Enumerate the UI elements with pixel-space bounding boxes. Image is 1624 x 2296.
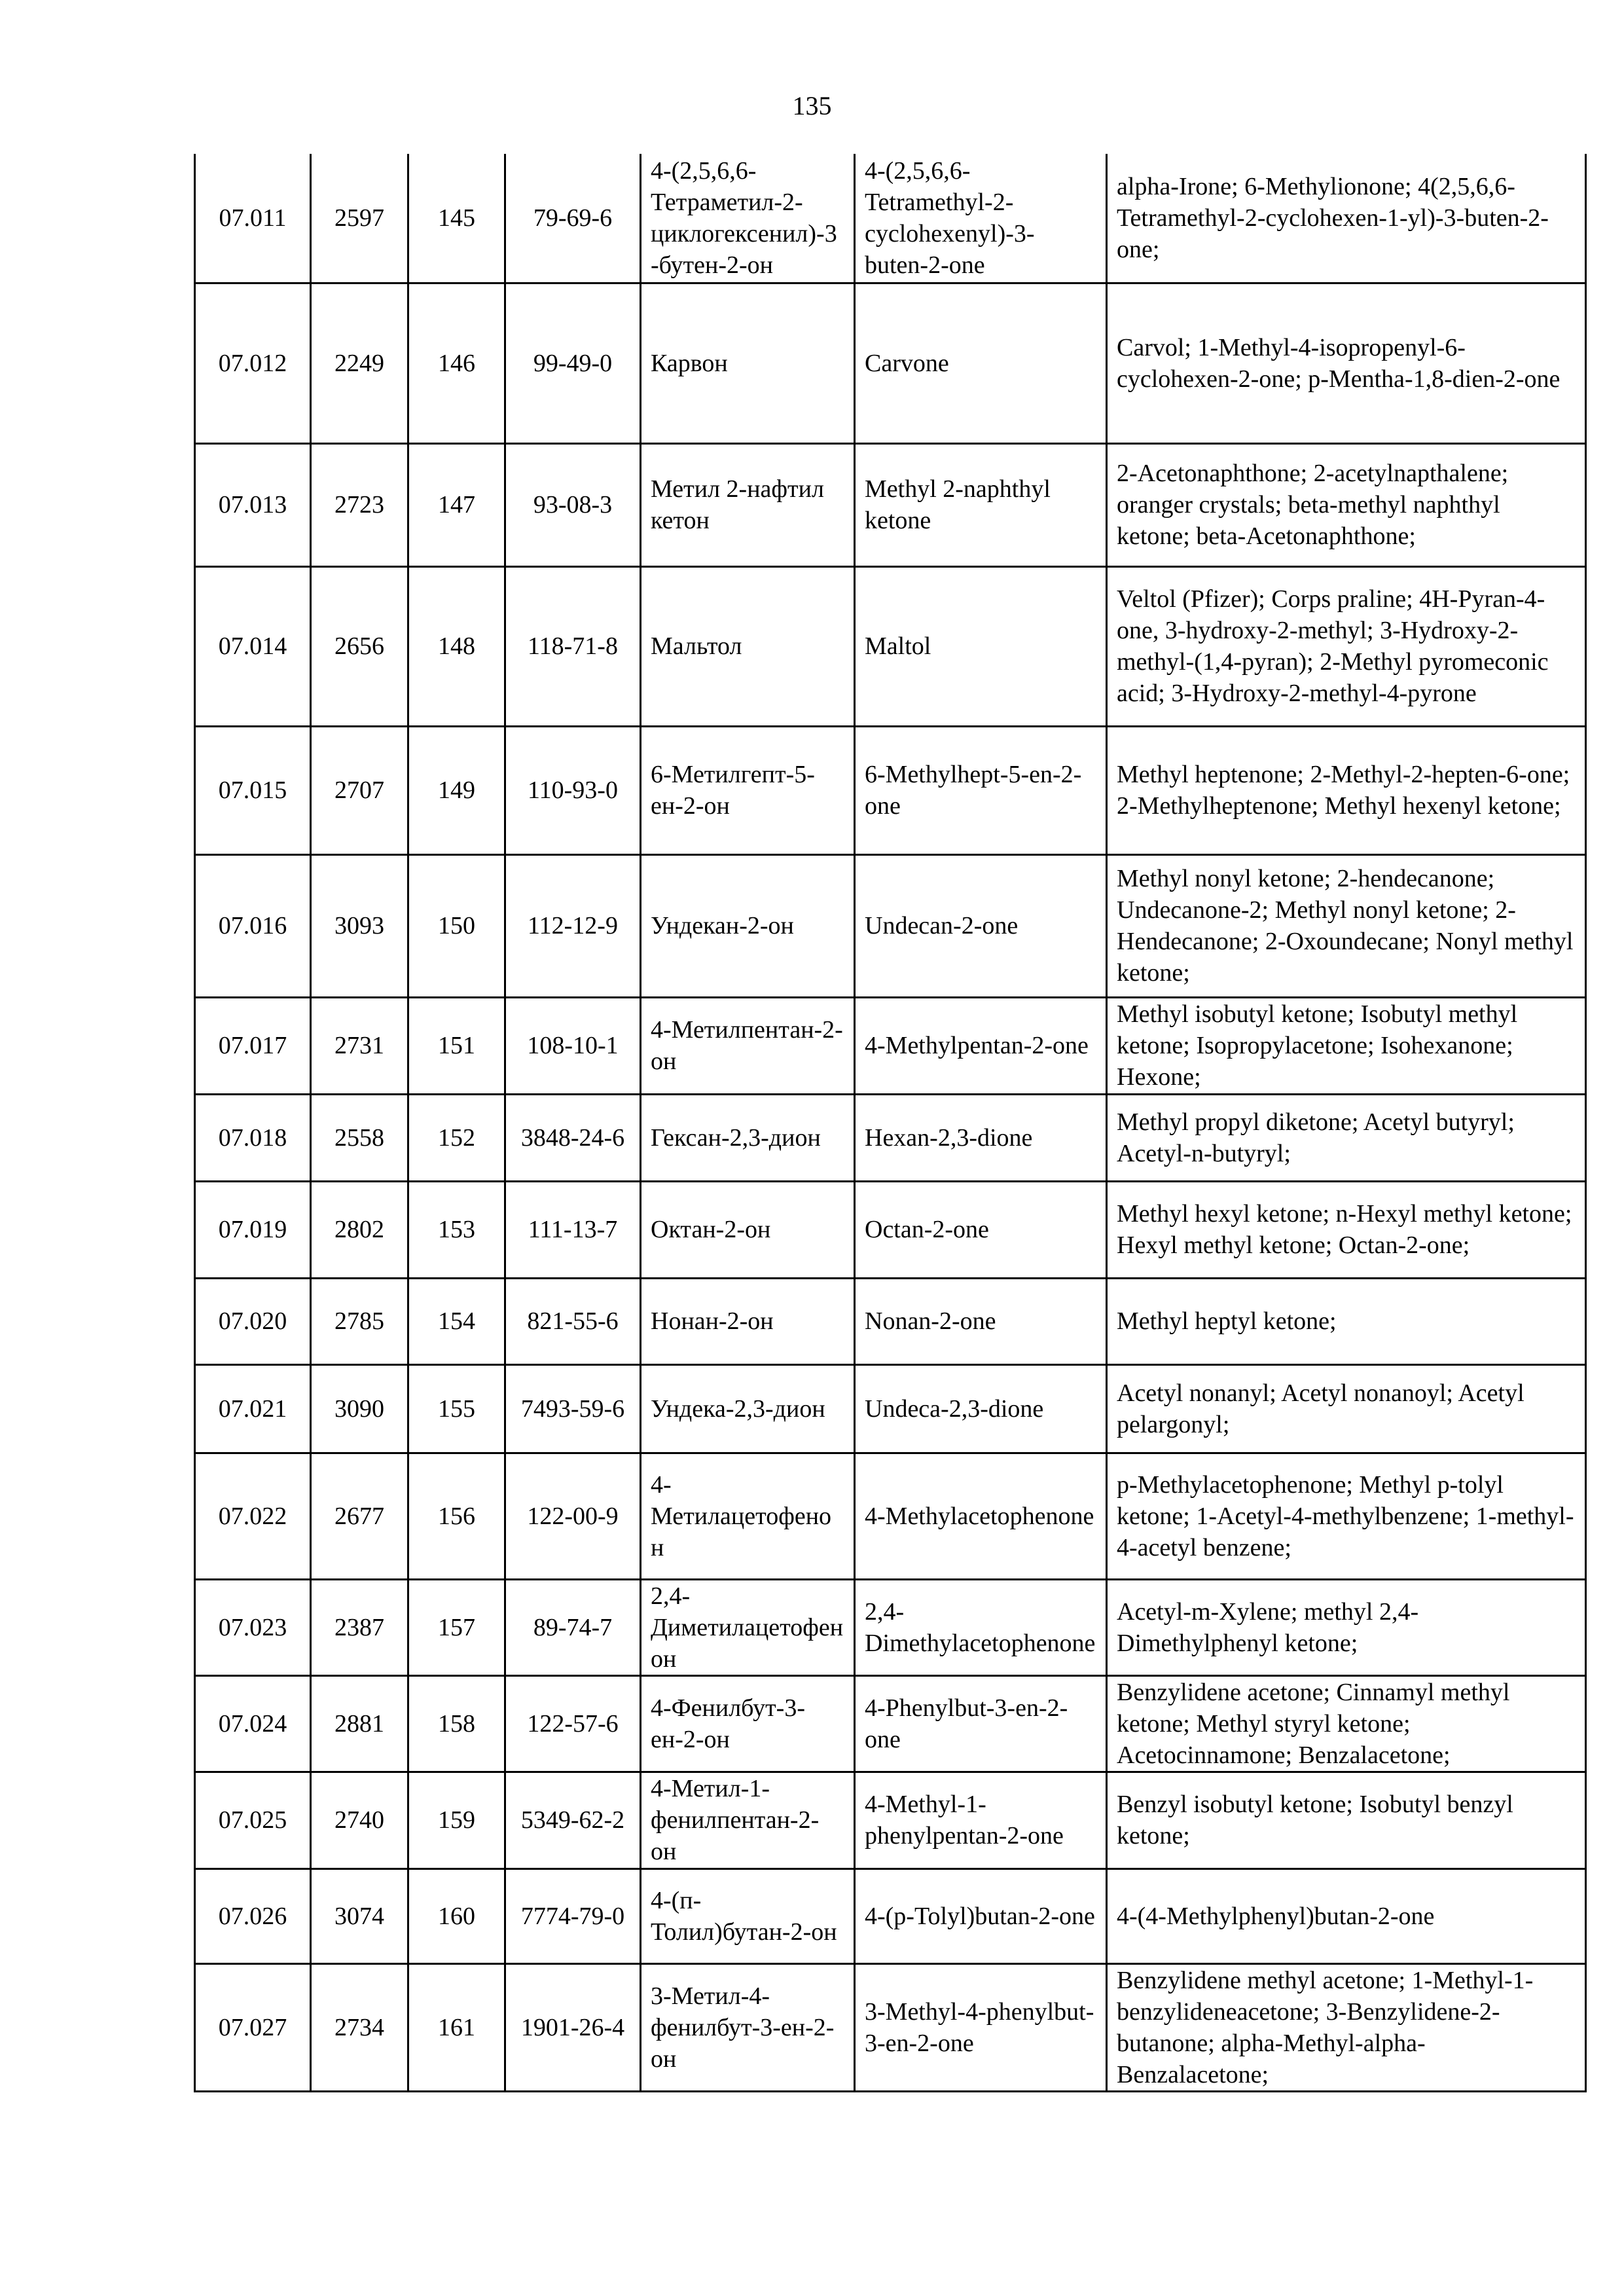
- fema-number-cell: 2802: [311, 1181, 408, 1278]
- synonyms-cell: alpha-Irone; 6-Methylionone; 4(2,5,6,6-Tetramethyl-2-cyclohexen-1-yl)-3-buten-2-one;: [1107, 154, 1586, 283]
- synonyms-cell: p-Methylacetophenone; Methyl p-tolyl ketone; 1-Acetyl-4-methylbenzene; 1-methyl-4-acetyl benzene;: [1107, 1453, 1586, 1579]
- fl-number-cell: 07.019: [195, 1181, 311, 1278]
- fl-number-cell: 07.025: [195, 1772, 311, 1868]
- english-name-cell: 6-Methylhept-5-en-2-one: [855, 726, 1107, 854]
- cas-number-cell: 5349-62-2: [505, 1772, 641, 1868]
- synonyms-cell: Benzyl isobutyl ketone; Isobutyl benzyl ketone;: [1107, 1772, 1586, 1868]
- synonyms-cell: Carvol; 1-Methyl-4-isopropenyl-6-cyclohexen-2-one; p-Mentha-1,8-dien-2-one: [1107, 283, 1586, 443]
- row-number-cell: 150: [408, 854, 505, 997]
- russian-name-cell: Гексан-2,3-дион: [641, 1094, 855, 1181]
- table-row: [195, 1868, 1586, 1963]
- russian-name-cell: Октан-2-он: [641, 1181, 855, 1278]
- russian-name-cell: Ундека-2,3-дион: [641, 1364, 855, 1453]
- russian-name-cell: Ундекан-2-он: [641, 854, 855, 997]
- russian-name-cell: Карвон: [641, 283, 855, 443]
- english-name-cell: 2,4-Dimethylacetophenone: [855, 1579, 1107, 1675]
- english-name-cell: Octan-2-one: [855, 1181, 1107, 1278]
- russian-name-cell: 4-Фенилбут-3-ен-2-он: [641, 1675, 855, 1772]
- synonyms-cell: Benzylidene methyl acetone; 1-Methyl-1-benzylideneacetone; 3-Benzylidene-2-butanone; alpha-Methyl-alpha-Benzalacetone;: [1107, 1963, 1586, 2091]
- fl-number-cell: 07.016: [195, 854, 311, 997]
- cas-number-cell: 108-10-1: [505, 997, 641, 1094]
- table-row: [195, 1453, 1586, 1579]
- fema-number-cell: 2249: [311, 283, 408, 443]
- cas-number-cell: 79-69-6: [505, 154, 641, 283]
- english-name-cell: Hexan-2,3-dione: [855, 1094, 1107, 1181]
- cas-number-cell: 1901-26-4: [505, 1963, 641, 2091]
- cas-number-cell: 122-57-6: [505, 1675, 641, 1772]
- cas-number-cell: 7493-59-6: [505, 1364, 641, 1453]
- synonyms-cell: Methyl heptenone; 2-Methyl-2-hepten-6-one; 2-Methylheptenone; Methyl hexenyl ketone;: [1107, 726, 1586, 854]
- fl-number-cell: 07.024: [195, 1675, 311, 1772]
- english-name-cell: 4-Methyl-1-phenylpentan-2-one: [855, 1772, 1107, 1868]
- row-number-cell: 157: [408, 1579, 505, 1675]
- english-name-cell: Carvone: [855, 283, 1107, 443]
- fema-number-cell: 2740: [311, 1772, 408, 1868]
- russian-name-cell: 2,4-Диметилацетофенон: [641, 1579, 855, 1675]
- fema-number-cell: 2734: [311, 1963, 408, 2091]
- synonyms-cell: Methyl propyl diketone; Acetyl butyryl; Acetyl-n-butyryl;: [1107, 1094, 1586, 1181]
- table-row: [195, 854, 1586, 997]
- fema-number-cell: 2881: [311, 1675, 408, 1772]
- row-number-cell: 155: [408, 1364, 505, 1453]
- synonyms-cell: Methyl hexyl ketone; n-Hexyl methyl ketone; Hexyl methyl ketone; Octan-2-one;: [1107, 1181, 1586, 1278]
- russian-name-cell: 4-Метилацетофенон: [641, 1453, 855, 1579]
- row-number-cell: 154: [408, 1278, 505, 1364]
- cas-number-cell: 122-00-9: [505, 1453, 641, 1579]
- table-row: [195, 1963, 1586, 2091]
- fema-number-cell: 3093: [311, 854, 408, 997]
- row-number-cell: 151: [408, 997, 505, 1094]
- flavouring-table: [194, 154, 1587, 2092]
- synonyms-cell: Methyl isobutyl ketone; Isobutyl methyl ketone; Isopropylacetone; Isohexanone; Hexone;: [1107, 997, 1586, 1094]
- table-row: [195, 1181, 1586, 1278]
- russian-name-cell: Метил 2-нафтил кетон: [641, 443, 855, 566]
- table-row: [195, 443, 1586, 566]
- fl-number-cell: 07.020: [195, 1278, 311, 1364]
- table-row: [195, 1278, 1586, 1364]
- synonyms-cell: 4-(4-Methylphenyl)butan-2-one: [1107, 1868, 1586, 1963]
- table-row: [195, 566, 1586, 726]
- row-number-cell: 145: [408, 154, 505, 283]
- synonyms-cell: Benzylidene acetone; Cinnamyl methyl ketone; Methyl styryl ketone; Acetocinnamone; Benzalacetone;: [1107, 1675, 1586, 1772]
- synonyms-cell: 2-Acetonaphthone; 2-acetylnapthalene; oranger crystals; beta-methyl naphthyl ketone; beta-Acetonaphthone;: [1107, 443, 1586, 566]
- fema-number-cell: 2731: [311, 997, 408, 1094]
- row-number-cell: 153: [408, 1181, 505, 1278]
- fl-number-cell: 07.015: [195, 726, 311, 854]
- table-row: [195, 726, 1586, 854]
- row-number-cell: 149: [408, 726, 505, 854]
- fema-number-cell: 2677: [311, 1453, 408, 1579]
- russian-name-cell: 4-(2,5,6,6-Тетраметил-2-циклогексенил)-3-бутен-2-он: [641, 154, 855, 283]
- row-number-cell: 156: [408, 1453, 505, 1579]
- russian-name-cell: Мальтол: [641, 566, 855, 726]
- fl-number-cell: 07.017: [195, 997, 311, 1094]
- table-row: [195, 1772, 1586, 1868]
- fl-number-cell: 07.018: [195, 1094, 311, 1181]
- english-name-cell: 3-Methyl-4-phenylbut-3-en-2-one: [855, 1963, 1107, 2091]
- cas-number-cell: 7774-79-0: [505, 1868, 641, 1963]
- row-number-cell: 147: [408, 443, 505, 566]
- english-name-cell: 4-(p-Tolyl)butan-2-one: [855, 1868, 1107, 1963]
- fl-number-cell: 07.014: [195, 566, 311, 726]
- russian-name-cell: Нонан-2-он: [641, 1278, 855, 1364]
- fema-number-cell: 2387: [311, 1579, 408, 1675]
- cas-number-cell: 111-13-7: [505, 1181, 641, 1278]
- english-name-cell: Nonan-2-one: [855, 1278, 1107, 1364]
- fema-number-cell: 2707: [311, 726, 408, 854]
- synonyms-cell: Acetyl nonanyl; Acetyl nonanoyl; Acetyl pelargonyl;: [1107, 1364, 1586, 1453]
- table-row: [195, 283, 1586, 443]
- cas-number-cell: 118-71-8: [505, 566, 641, 726]
- row-number-cell: 152: [408, 1094, 505, 1181]
- synonyms-cell: Veltol (Pfizer); Corps praline; 4H-Pyran-4-one, 3-hydroxy-2-methyl; 3-Hydroxy-2-methyl-(1,4-pyran); 2-Methyl pyromeconic acid; 3-Hydroxy-2-methyl-4-pyrone: [1107, 566, 1586, 726]
- fema-number-cell: 2785: [311, 1278, 408, 1364]
- fema-number-cell: 3074: [311, 1868, 408, 1963]
- row-number-cell: 161: [408, 1963, 505, 2091]
- english-name-cell: 4-(2,5,6,6-Tetramethyl-2-cyclohexenyl)-3-buten-2-one: [855, 154, 1107, 283]
- row-number-cell: 148: [408, 566, 505, 726]
- cas-number-cell: 89-74-7: [505, 1579, 641, 1675]
- synonyms-cell: Methyl nonyl ketone; 2-hendecanone; Undecanone-2; Methyl nonyl ketone; 2-Hendecanone; 2-Oxoundecane; Nonyl methyl ketone;: [1107, 854, 1586, 997]
- synonyms-cell: Acetyl-m-Xylene; methyl 2,4-Dimethylphenyl ketone;: [1107, 1579, 1586, 1675]
- english-name-cell: Undeca-2,3-dione: [855, 1364, 1107, 1453]
- cas-number-cell: 112-12-9: [505, 854, 641, 997]
- english-name-cell: Methyl 2-naphthyl ketone: [855, 443, 1107, 566]
- cas-number-cell: 99-49-0: [505, 283, 641, 443]
- russian-name-cell: 4-Метилпентан-2-он: [641, 997, 855, 1094]
- table-row: [195, 1675, 1586, 1772]
- english-name-cell: 4-Methylacetophenone: [855, 1453, 1107, 1579]
- table-row: [195, 1364, 1586, 1453]
- fl-number-cell: 07.022: [195, 1453, 311, 1579]
- fl-number-cell: 07.026: [195, 1868, 311, 1963]
- fema-number-cell: 3090: [311, 1364, 408, 1453]
- row-number-cell: 158: [408, 1675, 505, 1772]
- fl-number-cell: 07.021: [195, 1364, 311, 1453]
- row-number-cell: 160: [408, 1868, 505, 1963]
- table-row: [195, 1094, 1586, 1181]
- russian-name-cell: 4-Метил-1-фенилпентан-2-он: [641, 1772, 855, 1868]
- table-row: [195, 154, 1586, 283]
- english-name-cell: Maltol: [855, 566, 1107, 726]
- row-number-cell: 159: [408, 1772, 505, 1868]
- fema-number-cell: 2558: [311, 1094, 408, 1181]
- cas-number-cell: 3848-24-6: [505, 1094, 641, 1181]
- english-name-cell: 4-Methylpentan-2-one: [855, 997, 1107, 1094]
- fl-number-cell: 07.023: [195, 1579, 311, 1675]
- cas-number-cell: 821-55-6: [505, 1278, 641, 1364]
- fl-number-cell: 07.011: [195, 154, 311, 283]
- russian-name-cell: 6-Метилгепт-5-ен-2-он: [641, 726, 855, 854]
- english-name-cell: 4-Phenylbut-3-en-2-one: [855, 1675, 1107, 1772]
- fl-number-cell: 07.012: [195, 283, 311, 443]
- russian-name-cell: 3-Метил-4-фенилбут-3-ен-2-он: [641, 1963, 855, 2091]
- russian-name-cell: 4-(п-Толил)бутан-2-он: [641, 1868, 855, 1963]
- fema-number-cell: 2723: [311, 443, 408, 566]
- page-number: 135: [792, 91, 832, 120]
- fema-number-cell: 2597: [311, 154, 408, 283]
- synonyms-cell: Methyl heptyl ketone;: [1107, 1278, 1586, 1364]
- row-number-cell: 146: [408, 283, 505, 443]
- table-row: [195, 1579, 1586, 1675]
- table-row: [195, 997, 1586, 1094]
- cas-number-cell: 110-93-0: [505, 726, 641, 854]
- cas-number-cell: 93-08-3: [505, 443, 641, 566]
- english-name-cell: Undecan-2-one: [855, 854, 1107, 997]
- fl-number-cell: 07.013: [195, 443, 311, 566]
- fema-number-cell: 2656: [311, 566, 408, 726]
- fl-number-cell: 07.027: [195, 1963, 311, 2091]
